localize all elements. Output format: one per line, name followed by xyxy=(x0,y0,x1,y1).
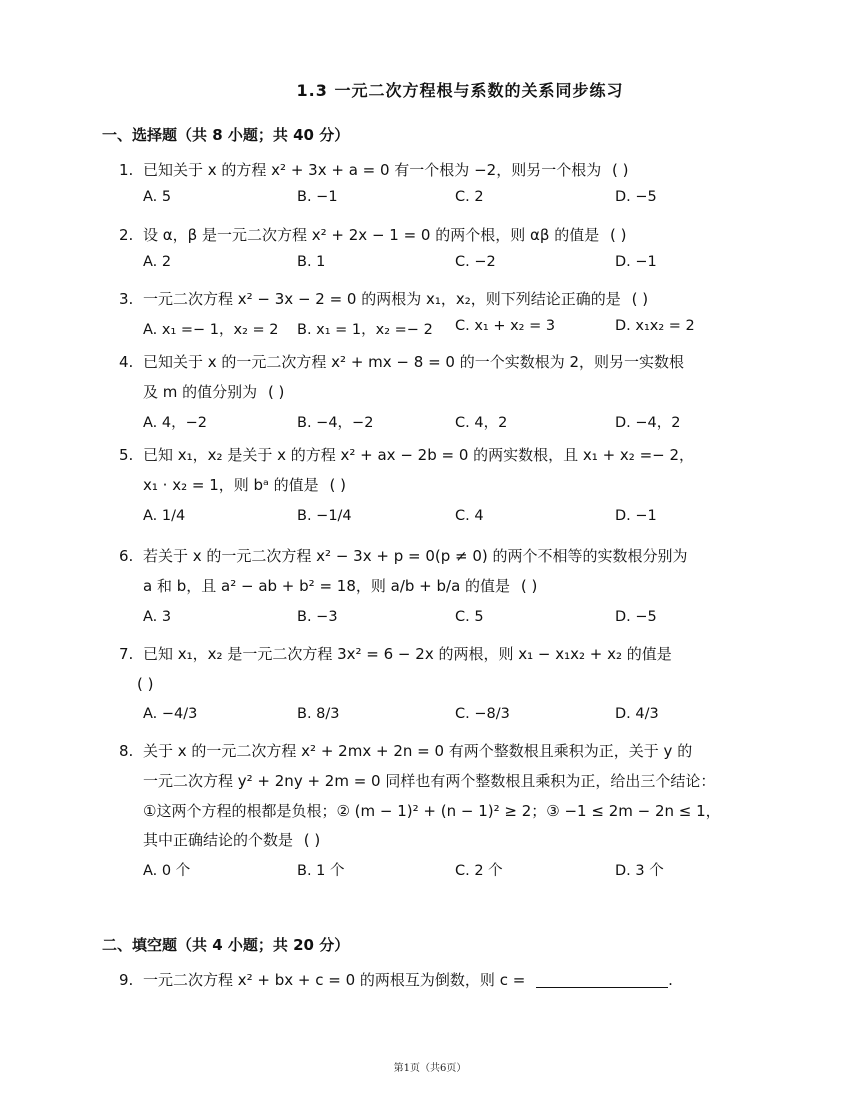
answer-parentheses: ( ) xyxy=(611,161,629,179)
option-b: B. −1 xyxy=(297,189,338,205)
question-5 xyxy=(119,444,694,466)
question-8 xyxy=(119,740,692,762)
answer-parentheses: ( ) xyxy=(520,577,538,595)
section-heading-choice: 一、选择题（共 8 小题；共 40 分） xyxy=(102,126,350,144)
question-6 xyxy=(119,545,688,567)
option-a: A. x₁ =− 1，x₂ = 2 xyxy=(143,322,279,338)
question-number: 7. xyxy=(119,645,134,663)
question-1 xyxy=(119,159,646,181)
option-d: D. 4/3 xyxy=(615,706,659,722)
answer-blank[interactable] xyxy=(536,971,668,988)
question-number: 8. xyxy=(119,742,134,760)
option-c: C. 2 个 xyxy=(455,863,503,879)
question-number: 5. xyxy=(119,446,134,464)
option-c: C. −2 xyxy=(455,254,496,270)
option-c: C. 5 xyxy=(455,609,484,625)
option-d: D. 3 个 xyxy=(615,863,664,879)
option-b: B. 8/3 xyxy=(297,706,340,722)
question-text: a 和 b，且 a² − ab + b² = 18，则 a/b + b/a 的值是 xyxy=(143,577,511,595)
question-2 xyxy=(119,224,644,246)
option-a: A. −4/3 xyxy=(143,706,198,722)
question-6-line-2 xyxy=(143,575,555,597)
question-text: 一元二次方程 x² − 3x − 2 = 0 的两根为 x₁，x₂，则下列结论正确的是 xyxy=(143,290,621,308)
section-heading-fill: 二、填空题（共 4 小题；共 20 分） xyxy=(102,936,350,954)
question-text: 及 m 的值分别为 xyxy=(143,383,258,401)
answer-parentheses: ( ) xyxy=(267,383,285,401)
question-text: 关于 x 的一元二次方程 x² + 2mx + 2n = 0 有两个整数根且乘积为正，关于 y 的 xyxy=(143,742,693,760)
option-d: D. −1 xyxy=(615,508,657,524)
option-b: B. x₁ = 1，x₂ =− 2 xyxy=(297,322,433,338)
option-c: C. 2 xyxy=(455,189,484,205)
option-b: B. 1 个 xyxy=(297,863,345,879)
option-d: D. −1 xyxy=(615,254,657,270)
question-3 xyxy=(119,288,666,310)
question-4-line-2 xyxy=(143,381,302,403)
option-a: A. 4，−2 xyxy=(143,415,207,431)
question-number: 1. xyxy=(119,161,134,179)
question-text: 已知关于 x 的方程 x² + 3x + a = 0 有一个根为 −2，则另一个根为 xyxy=(143,161,602,179)
question-9 xyxy=(119,969,673,991)
question-text: 设 α，β 是一元二次方程 x² + 2x − 1 = 0 的两个根，则 αβ 的值是 xyxy=(143,226,600,244)
question-text: 已知 x₁，x₂ 是关于 x 的方程 x² + ax − 2b = 0 的两实数根，且 x₁ + x₂ =− 2， xyxy=(143,446,695,464)
option-c: C. 4，2 xyxy=(455,415,508,431)
answer-parentheses: ( ) xyxy=(631,290,649,308)
option-b: B. 1 xyxy=(297,254,326,270)
answer-parentheses: ( ) xyxy=(329,476,346,494)
page-footer: 第1页（共6页） xyxy=(393,1063,467,1074)
answer-parentheses: ( ) xyxy=(610,226,627,244)
option-d: D. x₁x₂ = 2 xyxy=(615,318,695,334)
option-b: B. −1/4 xyxy=(297,508,352,524)
answer-parentheses: ( ) xyxy=(137,675,154,693)
question-8-line-4 xyxy=(143,829,338,851)
option-d: D. −5 xyxy=(615,189,657,205)
option-a: A. 1/4 xyxy=(143,508,186,524)
question-number: 4. xyxy=(119,353,134,371)
question-7 xyxy=(119,643,672,665)
question-text: 其中正确结论的个数是 xyxy=(143,831,294,849)
question-text: 已知关于 x 的一元二次方程 x² + mx − 8 = 0 的一个实数根为 2，则另一实数根 xyxy=(143,353,685,371)
question-text: 若关于 x 的一元二次方程 x² − 3x + p = 0(p ≠ 0) 的两个不相等的实数根分别为 xyxy=(143,547,688,565)
question-8-line-3: ①这两个方程的根都是负根；② (m − 1)² + (n − 1)² ≥ 2；③ −1 ≤ 2m − 2n ≤ 1， xyxy=(143,802,721,820)
option-c: C. 4 xyxy=(455,508,484,524)
question-text: x₁ · x₂ = 1，则 bᵃ 的值是 xyxy=(143,476,319,494)
option-a: A. 5 xyxy=(143,189,172,205)
question-4 xyxy=(119,351,684,373)
question-number: 3. xyxy=(119,290,134,308)
question-number: 6. xyxy=(119,547,134,565)
option-d: D. −5 xyxy=(615,609,657,625)
question-number: 2. xyxy=(119,226,134,244)
option-a: A. 2 xyxy=(143,254,172,270)
option-c: C. x₁ + x₂ = 3 xyxy=(455,318,556,334)
option-d: D. −4，2 xyxy=(615,415,681,431)
question-text: 已知 x₁，x₂ 是一元二次方程 3x² = 6 − 2x 的两根，则 x₁ − x₁x₂ + x₂ 的值是 xyxy=(143,645,672,663)
question-8-line-2: 一元二次方程 y² + 2ny + 2m = 0 同样也有两个整数根且乘积为正，给出三个结论： xyxy=(143,772,716,790)
page-title: 1.3 一元二次方程根与系数的关系同步练习 xyxy=(296,81,624,100)
question-7-line-2 xyxy=(137,673,153,695)
question-5-line-2 xyxy=(143,474,363,496)
question-number: 9. xyxy=(119,971,134,989)
option-b: B. −4，−2 xyxy=(297,415,374,431)
option-b: B. −3 xyxy=(297,609,338,625)
option-c: C. −8/3 xyxy=(455,706,510,722)
question-text: 一元二次方程 x² + bx + c = 0 的两根互为倒数，则 c = xyxy=(143,971,526,989)
option-a: A. 3 xyxy=(143,609,172,625)
answer-parentheses: ( ) xyxy=(303,831,321,849)
option-a: A. 0 个 xyxy=(143,863,191,879)
question-end-punct: . xyxy=(668,971,673,989)
